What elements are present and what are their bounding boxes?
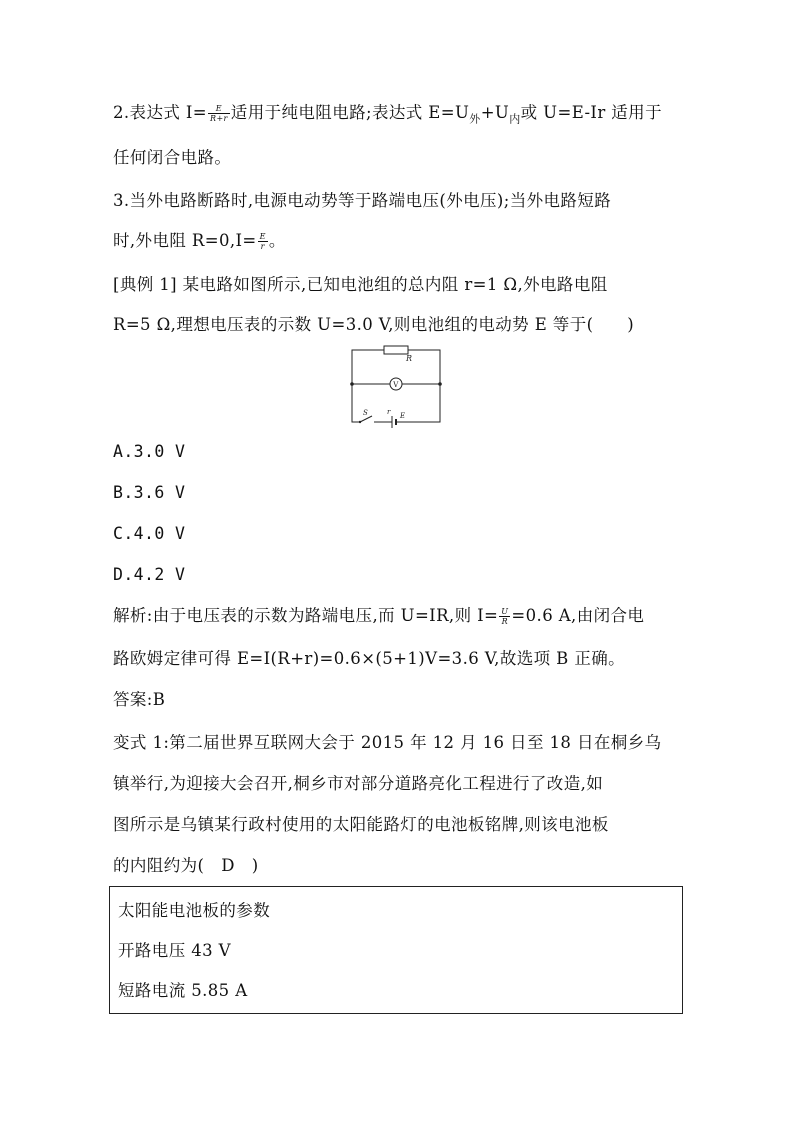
left-junction [350, 382, 354, 386]
item3-line1: 3.当外电路断路时,电源电动势等于路端电压(外电压);当外电路短路 [113, 191, 612, 210]
answer: 答案:B [113, 690, 166, 709]
fraction-u-over-r: $\frac{U}{R}$ [501, 607, 509, 626]
option-d: D.4.2 V [113, 565, 186, 584]
table-title: 太阳能电池板的参数 [118, 901, 271, 920]
short-circuit-current: 短路电流 5.85 A [118, 981, 248, 1000]
item2-line2: 任何闭合电路。 [113, 148, 232, 167]
resistor-icon [384, 346, 408, 354]
variant1-line1: 变式 1:第二届世界互联网大会于 2015 年 12 月 16 日至 18 日在桐乡乌 [113, 733, 662, 752]
open-circuit-voltage: 开路电压 43 V [118, 941, 232, 960]
top-right-wire [408, 350, 440, 384]
bottom-left-wire [352, 384, 360, 422]
variant1-line2: 镇举行,为迎接大会召开,桐乡市对部分道路亮化工程进行了改造,如 [113, 774, 604, 793]
solution-line2: 路欧姆定律可得 E=I(R+r)=0.6×(5+1)V=3.6 V,故选项 B 正确。 [113, 649, 626, 668]
emf-label: E [400, 412, 406, 420]
item2-line1: 2.表达式 I= $\frac{E}{R+r}$ 适用于纯电阻电路;表达式 $E=U_外+U_内$或 U=E-Ir 适用于 [113, 103, 662, 126]
voltmeter-label: V [393, 380, 399, 389]
right-junction [438, 382, 442, 386]
item3-line2: 时,外电阻 R=0,I= $\frac{E}{r}$ 。 [113, 231, 286, 251]
resistor-label: R [406, 354, 413, 363]
switch-pivot [359, 421, 361, 423]
variant1-line4: 的内阻约为( D ) [113, 856, 259, 875]
solar-panel-table [109, 886, 683, 1014]
option-c: C.4.0 V [113, 524, 186, 543]
switch-label: S [363, 409, 368, 417]
solution-line1: 解析:由于电压表的示数为路端电压,而 U=IR,则 I= $\frac{U}{R}$ =0.6 A,由闭合电 [113, 606, 645, 626]
variant1-line3: 图所示是乌镇某行政村使用的太阳能路灯的电池板铭牌,则该电池板 [113, 815, 609, 834]
top-left-wire [352, 350, 384, 384]
option-b: B.3.6 V [113, 483, 186, 502]
internal-resistance-label: r [387, 408, 391, 416]
example1-line1: [典例 1] 某电路如图所示,已知电池组的总内阻 r=1 Ω,外电路电阻 [113, 275, 608, 294]
fraction-e-over-r: $\frac{E}{r}$ [259, 232, 266, 251]
example1-line2: R=5 Ω,理想电压表的示数 U=3.0 V,则电池组的电动势 E 等于( ) [113, 315, 635, 334]
circuit-diagram [346, 340, 446, 430]
fraction-e-over-r-plus-r: $\frac{E}{R+r}$ [210, 104, 228, 123]
option-a: A.3.0 V [113, 442, 186, 461]
